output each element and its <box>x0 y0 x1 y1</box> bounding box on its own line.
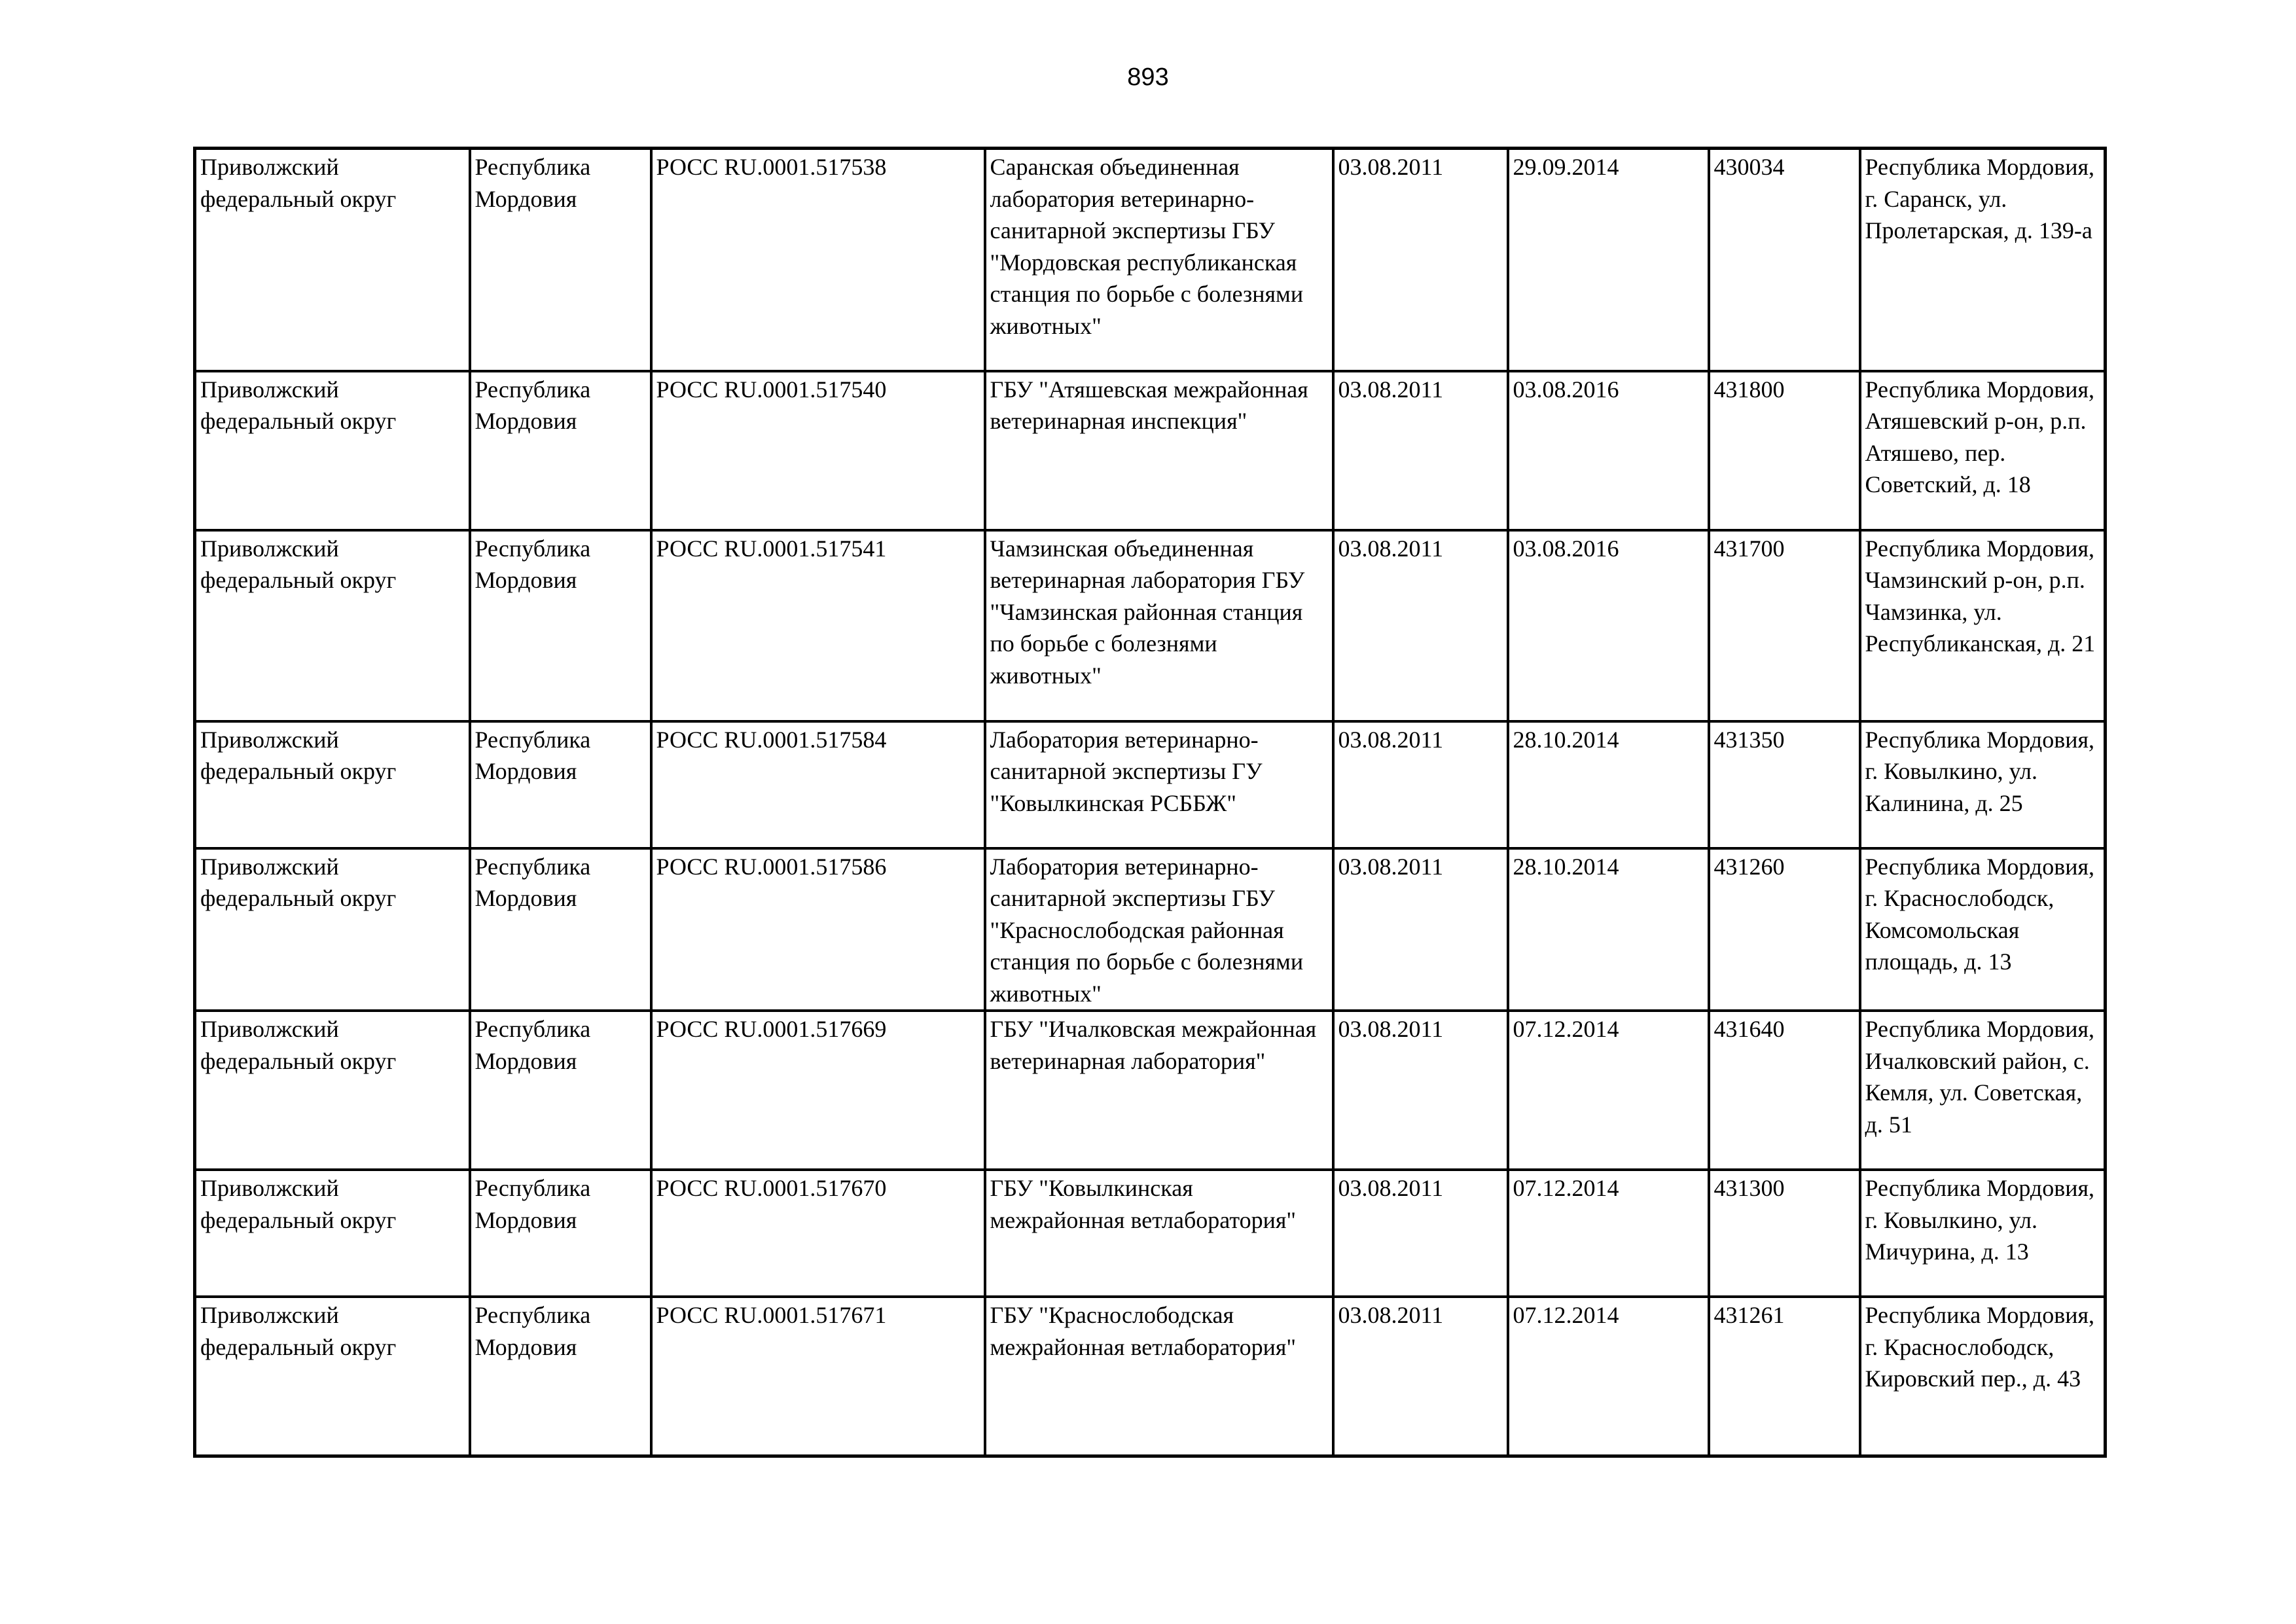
district-cell: Приволжский федеральный округ <box>195 149 470 371</box>
table-row <box>195 1011 2106 1170</box>
date-issued-cell: 03.08.2011 <box>1333 1011 1508 1170</box>
certificate-number-cell: РОСС RU.0001.517538 <box>651 149 985 371</box>
table-row <box>195 371 2106 530</box>
table-row <box>195 149 2106 371</box>
address-cell: Республика Мордовия, г. Саранск, ул. Пролетарская, д. 139-а <box>1860 149 2106 371</box>
district-cell: Приволжский федеральный округ <box>195 371 470 530</box>
organization-cell: ГБУ "Ковылкинская межрайонная ветлаборатория" <box>985 1170 1333 1297</box>
district-cell: Приволжский федеральный округ <box>195 848 470 1011</box>
address-cell: Республика Мордовия, Чамзинский р-он, р.п. Чамзинка, ул. Республиканская, д. 21 <box>1860 530 2106 721</box>
table-row <box>195 1297 2106 1456</box>
address-cell: Республика Мордовия, г. Ковылкино, ул. Калинина, д. 25 <box>1860 721 2106 848</box>
region-cell: Республика Мордовия <box>470 1297 651 1456</box>
organization-cell: Лаборатория ветеринарно-санитарной экспертизы ГУ "Ковылкинская РСББЖ" <box>985 721 1333 848</box>
valid-until-cell: 07.12.2014 <box>1508 1297 1709 1456</box>
region-cell: Республика Мордовия <box>470 371 651 530</box>
certificate-number-cell: РОСС RU.0001.517541 <box>651 530 985 721</box>
postal-code-cell: 431640 <box>1709 1011 1860 1170</box>
region-cell: Республика Мордовия <box>470 721 651 848</box>
postal-code-cell: 431700 <box>1709 530 1860 721</box>
organization-cell: ГБУ "Атяшевская межрайонная ветеринарная инспекция" <box>985 371 1333 530</box>
address-cell: Республика Мордовия, Атяшевский р-он, р.п. Атяшево, пер. Советский, д. 18 <box>1860 371 2106 530</box>
date-issued-cell: 03.08.2011 <box>1333 1170 1508 1297</box>
table-row <box>195 530 2106 721</box>
certificate-number-cell: РОСС RU.0001.517669 <box>651 1011 985 1170</box>
postal-code-cell: 431300 <box>1709 1170 1860 1297</box>
date-issued-cell: 03.08.2011 <box>1333 149 1508 371</box>
valid-until-cell: 29.09.2014 <box>1508 149 1709 371</box>
district-cell: Приволжский федеральный округ <box>195 530 470 721</box>
valid-until-cell: 07.12.2014 <box>1508 1170 1709 1297</box>
valid-until-cell: 28.10.2014 <box>1508 848 1709 1011</box>
district-cell: Приволжский федеральный округ <box>195 1170 470 1297</box>
certificate-number-cell: РОСС RU.0001.517670 <box>651 1170 985 1297</box>
certificate-number-cell: РОСС RU.0001.517671 <box>651 1297 985 1456</box>
district-cell: Приволжский федеральный округ <box>195 721 470 848</box>
postal-code-cell: 430034 <box>1709 149 1860 371</box>
valid-until-cell: 07.12.2014 <box>1508 1011 1709 1170</box>
postal-code-cell: 431350 <box>1709 721 1860 848</box>
region-cell: Республика Мордовия <box>470 149 651 371</box>
organization-cell: ГБУ "Краснослободская межрайонная ветлаборатория" <box>985 1297 1333 1456</box>
valid-until-cell: 03.08.2016 <box>1508 371 1709 530</box>
region-cell: Республика Мордовия <box>470 1170 651 1297</box>
valid-until-cell: 28.10.2014 <box>1508 721 1709 848</box>
date-issued-cell: 03.08.2011 <box>1333 848 1508 1011</box>
postal-code-cell: 431800 <box>1709 371 1860 530</box>
district-cell: Приволжский федеральный округ <box>195 1011 470 1170</box>
certificate-number-cell: РОСС RU.0001.517584 <box>651 721 985 848</box>
valid-until-cell: 03.08.2016 <box>1508 530 1709 721</box>
address-cell: Республика Мордовия, Ичалковский район, с. Кемля, ул. Советская, д. 51 <box>1860 1011 2106 1170</box>
certificate-number-cell: РОСС RU.0001.517586 <box>651 848 985 1011</box>
organization-cell: Лаборатория ветеринарно-санитарной экспертизы ГБУ "Краснослободская районная станция по борьбе с болезнями животных" <box>985 848 1333 1011</box>
postal-code-cell: 431260 <box>1709 848 1860 1011</box>
address-cell: Республика Мордовия, г. Краснослободск, Кировский пер., д. 43 <box>1860 1297 2106 1456</box>
region-cell: Республика Мордовия <box>470 530 651 721</box>
date-issued-cell: 03.08.2011 <box>1333 530 1508 721</box>
date-issued-cell: 03.08.2011 <box>1333 1297 1508 1456</box>
page-number: 893 <box>1127 63 1169 91</box>
region-cell: Республика Мордовия <box>470 848 651 1011</box>
district-cell: Приволжский федеральный округ <box>195 1297 470 1456</box>
postal-code-cell: 431261 <box>1709 1297 1860 1456</box>
address-cell: Республика Мордовия, г. Ковылкино, ул. Мичурина, д. 13 <box>1860 1170 2106 1297</box>
table-row <box>195 1170 2106 1297</box>
table-row <box>195 848 2106 1011</box>
date-issued-cell: 03.08.2011 <box>1333 721 1508 848</box>
certificate-number-cell: РОСС RU.0001.517540 <box>651 371 985 530</box>
address-cell: Республика Мордовия, г. Краснослободск, Комсомольская площадь, д. 13 <box>1860 848 2106 1011</box>
organization-cell: ГБУ "Ичалковская межрайонная ветеринарная лаборатория" <box>985 1011 1333 1170</box>
table-row <box>195 721 2106 848</box>
date-issued-cell: 03.08.2011 <box>1333 371 1508 530</box>
organization-cell: Саранская объединенная лаборатория ветеринарно-санитарной экспертизы ГБУ "Мордовская республиканская станция по борьбе с болезнями животных" <box>985 149 1333 371</box>
accreditation-table <box>193 147 2107 1458</box>
organization-cell: Чамзинская объединенная ветеринарная лаборатория ГБУ "Чамзинская районная станция по борьбе с болезнями животных" <box>985 530 1333 721</box>
region-cell: Республика Мордовия <box>470 1011 651 1170</box>
